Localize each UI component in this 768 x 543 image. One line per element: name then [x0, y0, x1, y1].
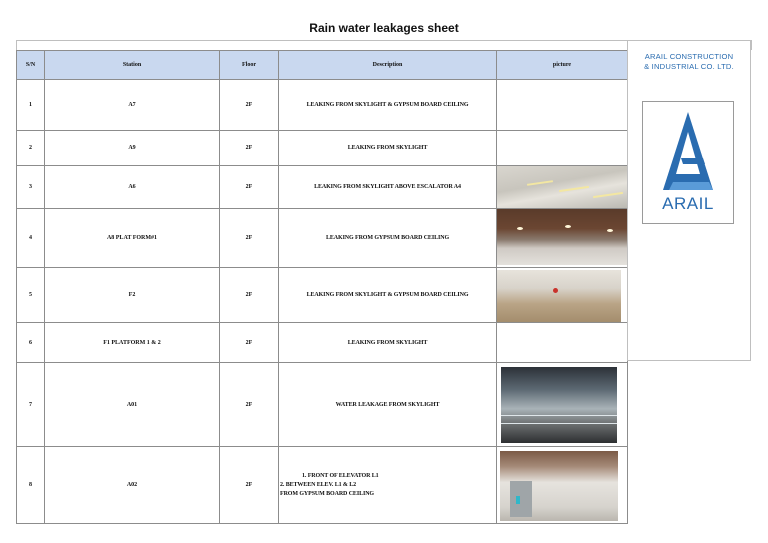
cell-floor: 2F	[220, 363, 279, 447]
description-line: 1. FRONT OF ELEVATOR L1	[302, 472, 379, 479]
table-row	[17, 80, 628, 131]
cell-floor: 2F	[220, 209, 279, 268]
table-row	[17, 166, 628, 209]
cell-floor: 2F	[220, 323, 279, 363]
company-name-line1: ARAIL CONSTRUCTION	[644, 52, 734, 61]
cell-description: LEAKING FROM SKYLIGHT & GYPSUM BOARD CEILING	[279, 80, 497, 131]
description-line: FROM GYPSUM BOARD CEILING	[280, 490, 375, 497]
cell-station: A01	[45, 363, 220, 447]
photo-skylight-platform	[501, 367, 617, 443]
header-picture: picture	[497, 51, 628, 80]
table-row	[17, 447, 628, 524]
header-sn: S/N	[17, 51, 45, 80]
cell-sn: 6	[17, 323, 45, 363]
cell-station: A8 PLAT FORM#1	[45, 209, 220, 268]
cell-description: WATER LEAKAGE FROM SKYLIGHT	[279, 363, 497, 447]
cell-picture	[497, 363, 628, 447]
company-name	[627, 52, 751, 72]
cell-sn: 4	[17, 209, 45, 268]
cell-sn: 7	[17, 363, 45, 447]
cell-floor: 2F	[220, 447, 279, 524]
company-logo-text: ARAIL	[662, 194, 714, 213]
cell-floor: 2F	[220, 268, 279, 323]
table-row	[17, 131, 628, 166]
cell-picture	[497, 209, 628, 268]
leakage-table	[16, 50, 628, 524]
cell-station: A02	[45, 447, 220, 524]
description-line: 2. BETWEEN ELEV. L1 & L2	[280, 481, 357, 488]
cell-description: LEAKING FROM SKYLIGHT ABOVE ESCALATOR A4	[279, 166, 497, 209]
cell-station: F1 PLATFORM 1 & 2	[45, 323, 220, 363]
cell-floor: 2F	[220, 80, 279, 131]
cell-description: LEAKING FROM SKYLIGHT	[279, 323, 497, 363]
cell-station: F2	[45, 268, 220, 323]
table-row	[17, 363, 628, 447]
photo-skylight-escalator	[497, 166, 628, 209]
table-header-row	[17, 51, 628, 80]
photo-ceiling-stain	[497, 270, 621, 322]
table-row	[17, 268, 628, 323]
photo-gypsum-ceiling	[497, 209, 628, 265]
header-description: Description	[279, 51, 497, 80]
cell-description: LEAKING FROM GYPSUM BOARD CEILING	[279, 209, 497, 268]
cell-station: A6	[45, 166, 220, 209]
table-row	[17, 209, 628, 268]
cell-sn: 8	[17, 447, 45, 524]
cell-station: A7	[45, 80, 220, 131]
cell-sn: 3	[17, 166, 45, 209]
header-station: Station	[45, 51, 220, 80]
cell-picture	[497, 80, 628, 131]
cell-picture	[497, 131, 628, 166]
photo-elevator-area	[500, 451, 618, 521]
cell-floor: 2F	[220, 166, 279, 209]
cell-floor: 2F	[220, 131, 279, 166]
cell-station: A9	[45, 131, 220, 166]
cell-picture	[497, 268, 628, 323]
cell-description	[279, 447, 497, 524]
cell-sn: 5	[17, 268, 45, 323]
cell-description: LEAKING FROM SKYLIGHT	[279, 131, 497, 166]
cell-description: LEAKING FROM SKYLIGHT & GYPSUM BOARD CEILING	[279, 268, 497, 323]
cell-sn: 2	[17, 131, 45, 166]
header-floor: Floor	[220, 51, 279, 80]
cell-picture	[497, 447, 628, 524]
sheet-title: Rain water leakages sheet	[309, 21, 459, 35]
cell-picture	[497, 323, 628, 363]
cell-picture	[497, 166, 628, 209]
cell-sn: 1	[17, 80, 45, 131]
table-row	[17, 323, 628, 363]
company-name-line2: & INDUSTRIAL CO. LTD.	[644, 62, 734, 71]
